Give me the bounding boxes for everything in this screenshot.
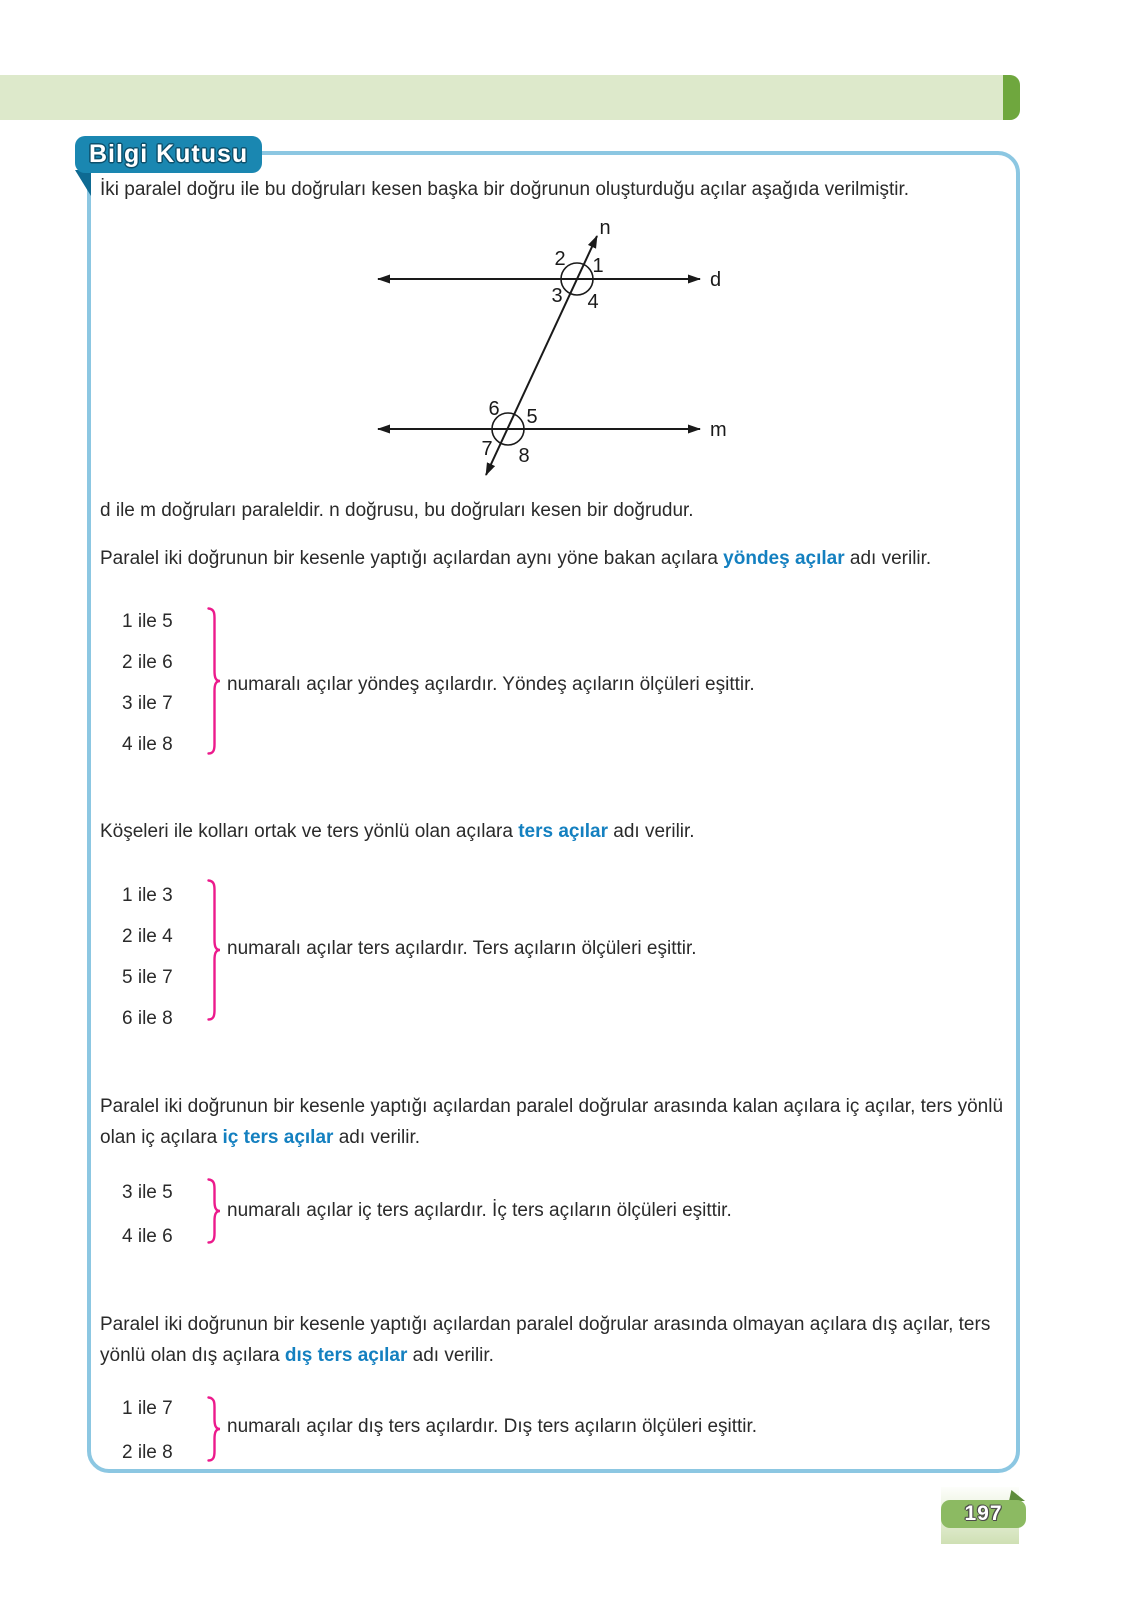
- section-yondes-note: numaralı açılar yöndeş açılardır. Yöndeş açıların ölçüleri eşittir.: [227, 674, 755, 695]
- section-ic-ters-lead: [100, 1091, 1012, 1153]
- brace-icon: [205, 1396, 221, 1462]
- page-number: 197: [964, 1502, 1003, 1525]
- info-box-badge: [75, 136, 262, 173]
- parallel-lines-diagram: [358, 210, 740, 482]
- chapter-color-bar: [0, 75, 1020, 120]
- lead-text: Köşeleri ile kolları ortak ve ters yönlü olan açılara: [100, 821, 519, 842]
- pair-item: 5 ile 7: [122, 967, 173, 988]
- lead-text: Paralel iki doğrunun bir kesenle yaptığı açılardan paralel doğrular arasında olmayan açılara dış açılar, ters yönlü olan dış açılara: [100, 1314, 991, 1366]
- pair-item: 1 ile 3: [122, 885, 173, 906]
- section-dis-ters-pairs: [122, 1387, 173, 1475]
- label-angle-3: 3: [551, 285, 563, 307]
- label-d: d: [710, 269, 722, 291]
- page-number-badge: [941, 1500, 1026, 1528]
- pair-item: 2 ile 6: [122, 652, 173, 673]
- lead-text: Paralel iki doğrunun bir kesenle yaptığı açılardan paralel doğrular arasında kalan açılara iç açılar, ters yönlü olan iç açılara: [100, 1096, 1004, 1148]
- chapter-color-bar-cap: [1003, 75, 1020, 120]
- section-yondes-pairs: [122, 601, 173, 765]
- section-yondes-lead: [100, 543, 1012, 574]
- pair-item: 4 ile 8: [122, 734, 173, 755]
- lead-tail: adı verilir.: [333, 1127, 421, 1148]
- line-n-transversal: [486, 236, 597, 475]
- term-ic-ters-acilar: iç ters açılar: [222, 1127, 334, 1148]
- section-ic-ters-pairs: [122, 1171, 173, 1259]
- diagram-caption: d ile m doğruları paraleldir. n doğrusu, bu doğruları kesen bir doğrudur.: [100, 500, 694, 521]
- section-ic-ters-note: numaralı açılar iç ters açılardır. İç ters açıların ölçüleri eşittir.: [227, 1200, 732, 1221]
- section-dis-ters-lead: [100, 1309, 1012, 1371]
- pair-item: 1 ile 5: [122, 611, 173, 632]
- label-angle-1: 1: [592, 255, 604, 277]
- pair-item: 1 ile 7: [122, 1398, 173, 1419]
- pair-item: 6 ile 8: [122, 1008, 173, 1029]
- label-angle-5: 5: [526, 406, 538, 428]
- lead-tail: adı verilir.: [844, 548, 932, 569]
- brace-icon: [205, 1178, 221, 1244]
- pair-item: 3 ile 5: [122, 1182, 173, 1203]
- section-ters-lead: [100, 816, 1012, 847]
- label-angle-2: 2: [554, 248, 566, 270]
- label-angle-7: 7: [481, 438, 493, 460]
- label-angle-8: 8: [518, 445, 530, 467]
- term-yondes-acilar: yöndeş açılar: [723, 548, 845, 569]
- brace-icon: [205, 607, 221, 755]
- lead-tail: adı verilir.: [407, 1345, 494, 1366]
- intro-paragraph: İki paralel doğru ile bu doğruları kesen başka bir doğrunun oluşturduğu açılar aşağıda verilmiştir.: [100, 179, 910, 200]
- section-dis-ters-note: numaralı açılar dış ters açılardır. Dış ters açıların ölçüleri eşittir.: [227, 1416, 758, 1437]
- section-ters-note: numaralı açılar ters açılardır. Ters açıların ölçüleri eşittir.: [227, 938, 697, 959]
- info-box-badge-label: Bilgi Kutusu: [89, 140, 249, 168]
- term-ters-acilar: ters açılar: [518, 821, 608, 842]
- pair-item: 2 ile 4: [122, 926, 173, 947]
- lead-tail: adı verilir.: [608, 821, 695, 842]
- label-angle-4: 4: [587, 291, 599, 313]
- brace-icon: [205, 879, 221, 1021]
- label-m: m: [710, 419, 727, 441]
- term-dis-ters-acilar: dış ters açılar: [284, 1345, 408, 1366]
- section-ters-pairs: [122, 875, 173, 1039]
- pair-item: 2 ile 8: [122, 1442, 173, 1463]
- lead-text: Paralel iki doğrunun bir kesenle yaptığı açılardan aynı yöne bakan açılara: [100, 548, 724, 569]
- label-n: n: [599, 217, 611, 239]
- pair-item: 3 ile 7: [122, 693, 173, 714]
- label-angle-6: 6: [488, 398, 500, 420]
- pair-item: 4 ile 6: [122, 1226, 173, 1247]
